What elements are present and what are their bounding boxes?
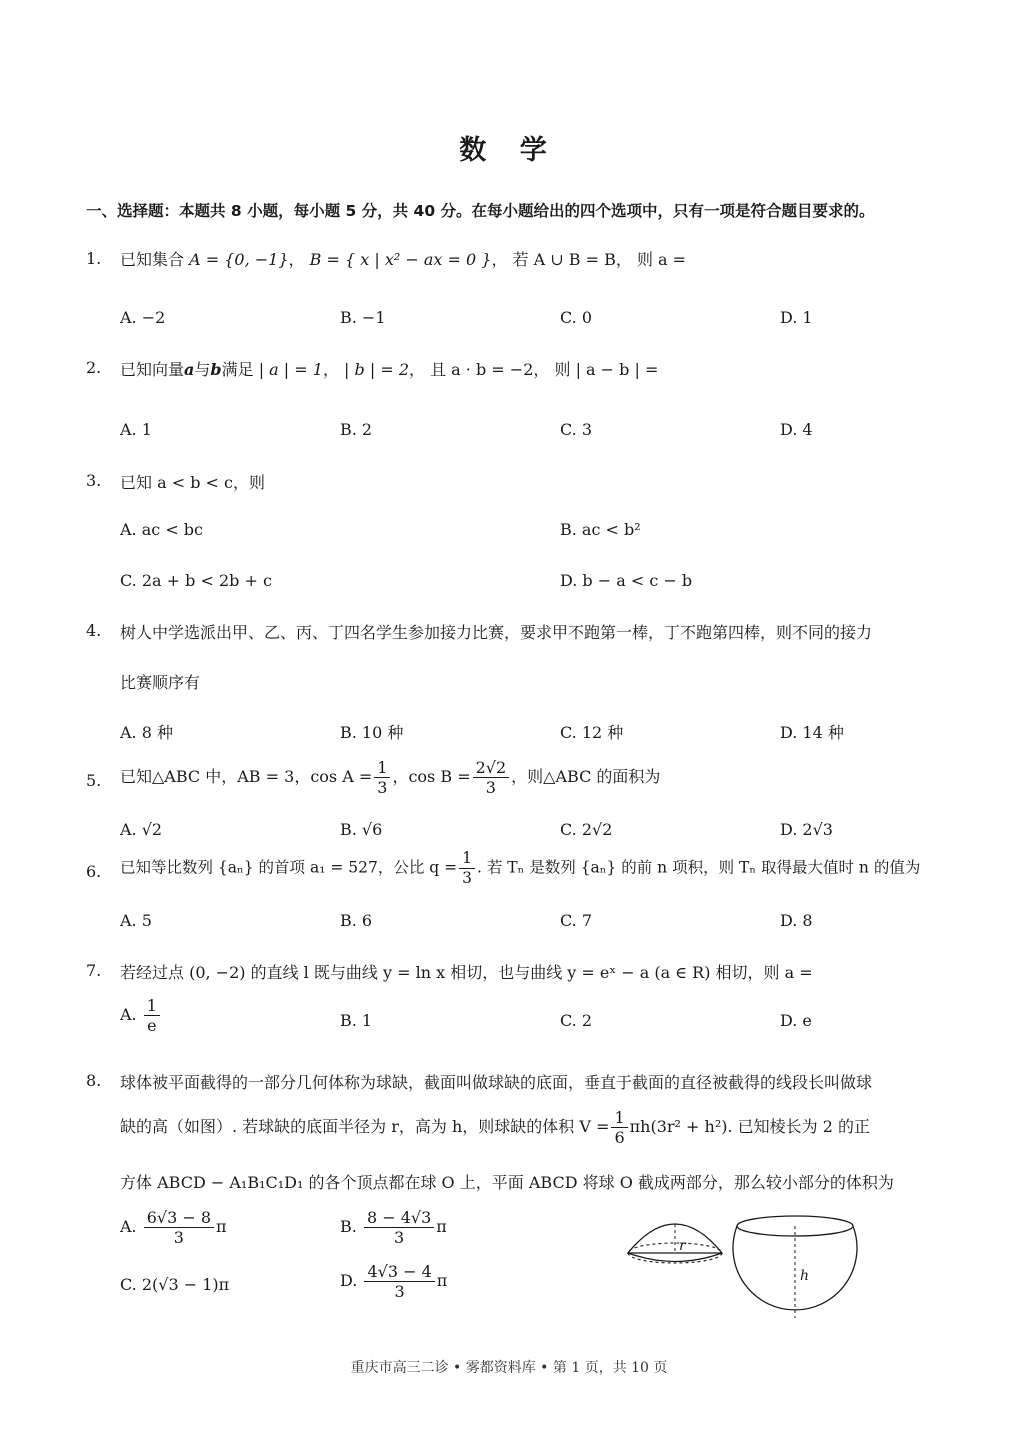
page-footer: 重庆市高三二诊 • 雾都资料库 • 第 1 页，共 10 页 [350, 1360, 668, 1376]
option-b: B. $\frac{8 - 4√3}{3}$ π [340, 1208, 447, 1247]
question-number: 4. [86, 621, 102, 640]
option-b: B. −1 [340, 308, 386, 327]
option-a: A. √2 [120, 820, 163, 839]
question-text-line-1: 球体被平面截得的一部分几何体称为球缺，截面叫做球缺的底面，垂直于截面的直径被截得的线段长叫做球 [120, 1073, 873, 1092]
fraction: $\frac{1}{3}$ [459, 849, 475, 888]
option-a: A. ac < bc [120, 520, 204, 539]
question-number: 6. [86, 862, 102, 881]
question-number: 2. [86, 358, 102, 377]
fraction: $\frac{2√2}{3}$ [473, 758, 510, 797]
figure-label-h: h [800, 1268, 810, 1284]
fraction: $\frac{4√3 - 4}{3}$ [364, 1262, 434, 1301]
question-number: 3. [86, 471, 102, 490]
option-c: C. 7 [560, 911, 593, 930]
fraction: $\frac{1}{6}$ [611, 1108, 627, 1147]
option-a: A. 8 种 [120, 723, 173, 742]
page-title: 数 学 [459, 135, 559, 166]
option-a: A. 1 [120, 420, 152, 439]
question-text-line-2: 比赛顺序有 [120, 673, 201, 692]
option-b: B. √6 [340, 820, 383, 839]
option-b: B. 6 [340, 911, 373, 930]
option-d: D. 1 [780, 308, 813, 327]
option-d: D. $\frac{4√3 - 4}{3}$ π [340, 1262, 448, 1301]
question-number: 1. [86, 249, 102, 268]
spherical-cap-figure [620, 1210, 860, 1325]
fraction: $\frac{8 - 4√3}{3}$ [364, 1208, 434, 1247]
question-text: 已知 a < b < c，则 [120, 473, 265, 492]
figure-label-r: r [679, 1238, 686, 1254]
option-c: C. 2 [560, 1011, 593, 1030]
option-c: C. 2√2 [560, 820, 613, 839]
section-heading: 一、选择题：本题共 8 小题，每小题 5 分，共 40 分。在每小题给出的四个选项中，只有一项是符合题目要求的。 [86, 202, 875, 220]
option-b: B. ac < b² [560, 520, 641, 539]
option-a: A. $\frac{1}{e}$ [120, 996, 162, 1035]
option-c: C. 2(√3 − 1)π [120, 1275, 230, 1294]
option-c: C. 3 [560, 420, 593, 439]
question-text: 已知向量a与b满足 | a | = 1， | b | = 2， 且 a · b = −2， 则 | a − b | = [120, 360, 659, 379]
question-text: 已知集合 A = {0, −1}， B = { x | x² − ax = 0 }， 若 A ∪ B = B， 则 a = [120, 250, 687, 269]
option-b: B. 10 种 [340, 723, 404, 742]
question-text: 已知等比数列 {aₙ} 的首项 a₁ = 527，公比 q = $\frac{1}{3}$ . 若 Tₙ 是数列 {aₙ} 的前 n 项积，则 Tₙ 取得最大值时 n 的值为 [120, 849, 921, 887]
option-c: C. 2a + b < 2b + c [120, 571, 272, 590]
option-c: C. 0 [560, 308, 593, 327]
question-number: 5. [86, 771, 102, 790]
option-a: A. 5 [120, 911, 152, 930]
question-number: 7. [86, 961, 102, 980]
option-a: A. $\frac{6√3 - 8}{3}$ π [120, 1208, 227, 1247]
question-text: 已知△ABC 中，AB = 3，cos A = $\frac{1}{3}$ ，cos B = $\frac{2√2}{3}$ ，则△ABC 的面积为 [120, 758, 661, 797]
question-text-line-3: 方体 ABCD − A₁B₁C₁D₁ 的各个顶点都在球 O 上，平面 ABCD 将球 O 截成两部分，那么较小部分的体积为 [120, 1173, 894, 1192]
option-b: B. 1 [340, 1011, 373, 1030]
fraction: $\frac{1}{e}$ [144, 996, 160, 1035]
fraction: $\frac{1}{3}$ [374, 758, 390, 797]
option-d: D. 14 种 [780, 723, 844, 742]
option-a: A. −2 [120, 308, 166, 327]
option-c: C. 12 种 [560, 723, 624, 742]
option-b: B. 2 [340, 420, 373, 439]
question-text: 若经过点 (0, −2) 的直线 l 既与曲线 y = ln x 相切，也与曲线 y = eˣ − a (a ∈ R) 相切，则 a = [120, 963, 813, 982]
option-d: D. 4 [780, 420, 813, 439]
fraction: $\frac{6√3 - 8}{3}$ [144, 1208, 214, 1247]
question-text-line-1: 树人中学选派出甲、乙、丙、丁四名学生参加接力比赛，要求甲不跑第一棒，丁不跑第四棒，则不同的接力 [120, 623, 873, 642]
question-number: 8. [86, 1071, 102, 1090]
question-text-line-2: 缺的高（如图）. 若球缺的底面半径为 r，高为 h，则球缺的体积 V = $\frac{1}{6}$ πh(3r² + h²). 已知棱长为 2 的正 [120, 1108, 870, 1147]
option-d: D. b − a < c − b [560, 571, 693, 590]
option-d: D. e [780, 1011, 812, 1030]
option-d: D. 2√3 [780, 820, 833, 839]
option-d: D. 8 [780, 911, 813, 930]
